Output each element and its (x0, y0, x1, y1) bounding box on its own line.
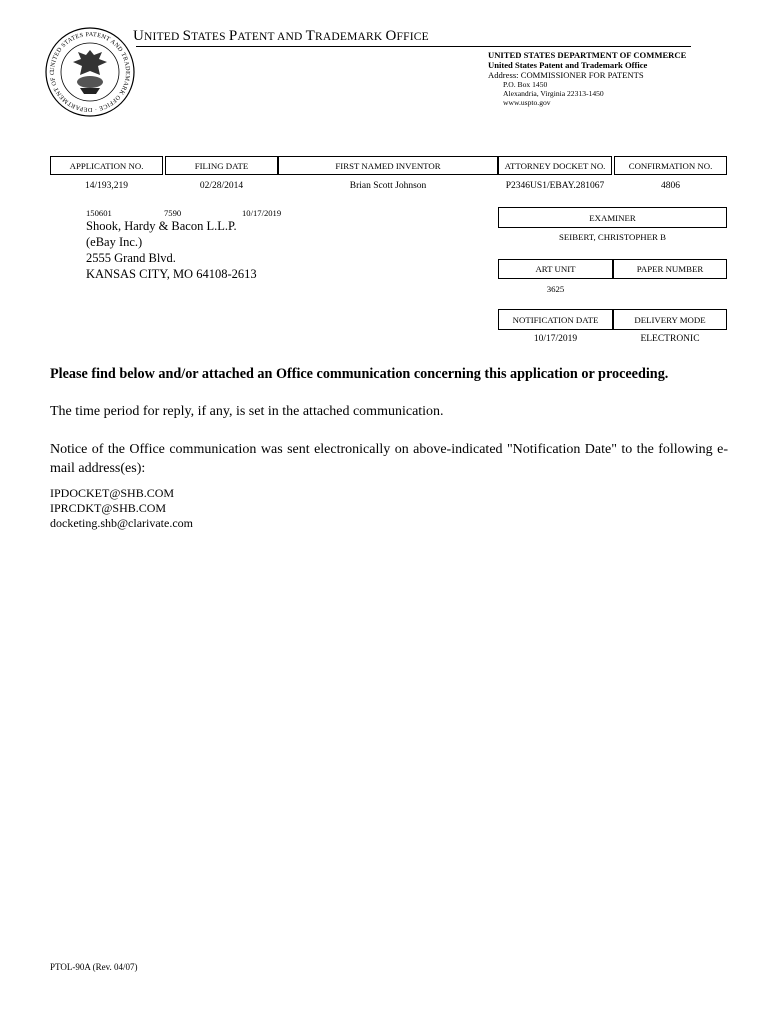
header-application-no: APPLICATION NO. (50, 156, 163, 175)
filing-date: 02/28/2014 (199, 181, 244, 191)
email-address[interactable]: IPRCDKT@SHB.COM (50, 501, 167, 515)
paragraph-time-period: The time period for reply, if any, is set in the attached communication. (50, 404, 444, 419)
first-named-inventor: Brian Scott Johnson (349, 181, 427, 191)
address-line-2: (eBay Inc.) (86, 235, 143, 249)
svg-text:UNITED STATES PATENT AND TRADE: UNITED STATES PATENT AND TRADEMARK OFFICE · DEPARTMENT OF C (48, 30, 132, 114)
confirmation-no: 4806 (661, 181, 680, 191)
header-confirmation-no: CONFIRMATION NO. (614, 156, 727, 175)
po-box: P.O. Box 1450 (503, 80, 548, 89)
header-rule (136, 46, 691, 47)
department-name: UNITED STATES DEPARTMENT OF COMMERCE (488, 50, 687, 60)
header-first-named-inventor: FIRST NAMED INVENTOR (278, 156, 498, 175)
address-line-1: Shook, Hardy & Bacon L.L.P. (86, 219, 237, 233)
art-unit-label: ART UNIT (498, 259, 613, 279)
headline: Please find below and/or attached an Office communication concerning this application or proceeding. (50, 366, 669, 382)
correspondence-code-1: 150601 (86, 208, 112, 218)
art-unit: 3625 (546, 284, 565, 294)
uspto-seal-logo (44, 26, 136, 118)
correspondence-address (86, 218, 257, 282)
attorney-docket-no: P2346US1/EBAY.281067 (505, 181, 605, 191)
email-address[interactable]: IPDOCKET@SHB.COM (50, 486, 175, 500)
address-line: Address: COMMISSIONER FOR PATENTS (488, 70, 644, 80)
office-name: United States Patent and Trademark Office (488, 60, 648, 70)
examiner-label: EXAMINER (498, 207, 727, 228)
delivery-mode: ELECTRONIC (640, 334, 700, 344)
form-number: PTOL-90A (Rev. 04/07) (50, 962, 138, 972)
department-block (488, 50, 686, 107)
email-address[interactable]: docketing.shb@clarivate.com (50, 516, 194, 530)
correspondence-code-2: 7590 (164, 208, 182, 218)
notification-date-label: NOTIFICATION DATE (498, 309, 613, 330)
paragraph-notice: Notice of the Office communication was sent electronically on above-indicated "Notification Date" to the following e-mail address(es): (50, 442, 728, 476)
address-line-4: KANSAS CITY, MO 64108-2613 (86, 267, 257, 281)
city: Alexandria, Virginia 22313-1450 (503, 89, 604, 98)
examiner-name: SEIBERT, CHRISTOPHER B (559, 232, 666, 242)
delivery-mode-label: DELIVERY MODE (613, 309, 727, 330)
address-line-3: 2555 Grand Blvd. (86, 251, 176, 265)
header-attorney-docket-no: ATTORNEY DOCKET NO. (498, 156, 612, 175)
correspondence-date: 10/17/2019 (242, 208, 282, 218)
application-no: 14/193,219 (84, 181, 128, 191)
paper-number-label: PAPER NUMBER (613, 259, 727, 279)
website: www.uspto.gov (503, 98, 551, 107)
office-title: UNITED STATES PATENT AND TRADEMARK OFFICE (133, 28, 429, 44)
email-list (50, 486, 193, 531)
notification-date: 10/17/2019 (533, 334, 578, 344)
header-filing-date: FILING DATE (165, 156, 278, 175)
